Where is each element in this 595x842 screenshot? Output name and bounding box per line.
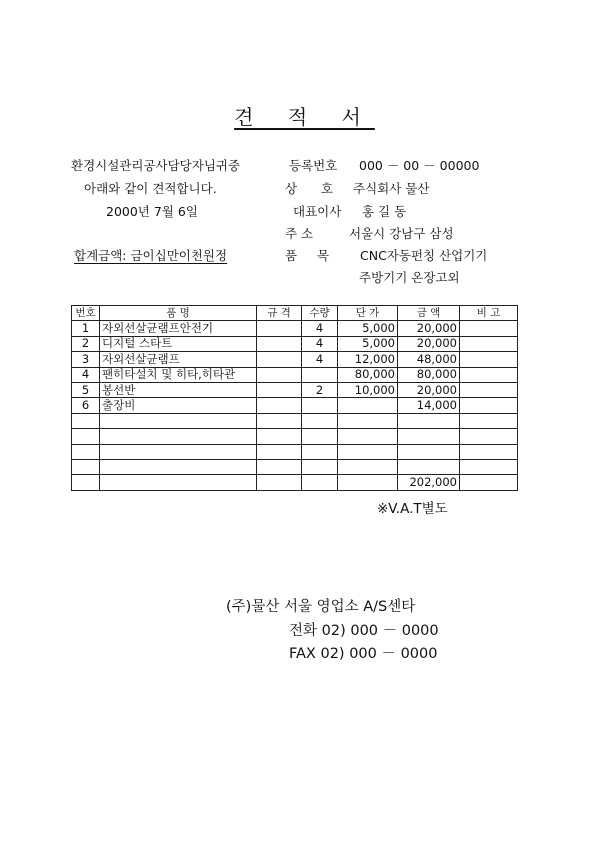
ceo-label: 대표이사 <box>293 204 342 219</box>
row-price: 10,000 <box>338 382 398 397</box>
row-name: 출장비 <box>100 398 257 413</box>
vat-note: ※V.A.T별도 <box>377 501 448 517</box>
table-row <box>72 321 518 336</box>
footer-company: (주)물산 서울 영업소 A/S센타 <box>226 599 416 615</box>
document-title: 견 적 서 <box>234 105 375 129</box>
address-value: 서울시 강남구 삼성 <box>349 226 454 241</box>
row-qty: 2 <box>302 382 338 397</box>
row-note <box>460 321 518 336</box>
table-header-row <box>72 306 518 321</box>
footer-fax: FAX 02) 000 － 0000 <box>289 646 438 662</box>
row-price <box>338 398 398 413</box>
row-spec <box>257 398 302 413</box>
col-header-no: 번호 <box>72 306 100 321</box>
quote-table <box>71 305 518 491</box>
table-row <box>72 367 518 382</box>
row-name: 자외선살균램프안전기 <box>100 321 257 336</box>
ceo-value: 홍 길 동 <box>362 204 407 219</box>
recipient: 환경시설관리공사담당자님귀중 <box>71 158 241 173</box>
col-header-spec: 규 격 <box>257 306 302 321</box>
company-name-value: 주식회사 물산 <box>353 181 430 196</box>
row-spec <box>257 336 302 351</box>
row-amount: 20,000 <box>398 382 460 397</box>
table-row <box>72 398 518 413</box>
quote-date: 2000년 7월 6일 <box>106 204 198 219</box>
item-value-2: 주방기기 온장고외 <box>359 270 460 285</box>
col-header-price: 단 가 <box>338 306 398 321</box>
item-label: 품 목 <box>285 248 338 263</box>
table-row-empty <box>72 429 518 444</box>
row-no: 3 <box>72 352 100 367</box>
table-total-row <box>72 475 518 490</box>
row-note <box>460 352 518 367</box>
col-header-amount: 금 액 <box>398 306 460 321</box>
row-qty <box>302 398 338 413</box>
footer-phone: 전화 02) 000 － 0000 <box>289 623 439 639</box>
row-amount: 80,000 <box>398 367 460 382</box>
greeting: 아래와 같이 견적합니다. <box>84 181 217 196</box>
reg-number-label: 등록번호 <box>289 158 338 173</box>
row-amount: 14,000 <box>398 398 460 413</box>
row-amount: 48,000 <box>398 352 460 367</box>
row-no: 6 <box>72 398 100 413</box>
row-qty: 4 <box>302 352 338 367</box>
table-row-empty <box>72 444 518 459</box>
table-row-empty <box>72 459 518 474</box>
row-note <box>460 382 518 397</box>
row-price: 5,000 <box>338 321 398 336</box>
table-row <box>72 382 518 397</box>
row-qty: 4 <box>302 321 338 336</box>
row-name: 봉선반 <box>100 382 257 397</box>
row-spec <box>257 321 302 336</box>
col-header-name: 품 명 <box>100 306 257 321</box>
row-name: 자외선살균램프 <box>100 352 257 367</box>
row-amount: 20,000 <box>398 321 460 336</box>
row-amount: 20,000 <box>398 336 460 351</box>
row-price: 12,000 <box>338 352 398 367</box>
row-price: 80,000 <box>338 367 398 382</box>
row-no: 2 <box>72 336 100 351</box>
table-row-empty <box>72 413 518 428</box>
row-no: 5 <box>72 382 100 397</box>
reg-number-value: 000 － 00 － 00000 <box>359 158 480 173</box>
company-name-label: 상 호 <box>285 181 344 196</box>
table-row <box>72 336 518 351</box>
row-name: 팬히타설치 및 히타,히타관 <box>100 367 257 382</box>
col-header-qty: 수량 <box>302 306 338 321</box>
row-name: 디지털 스타트 <box>100 336 257 351</box>
row-note <box>460 367 518 382</box>
total-amount: 202,000 <box>398 475 460 490</box>
col-header-note: 비 고 <box>460 306 518 321</box>
row-no: 1 <box>72 321 100 336</box>
row-spec <box>257 352 302 367</box>
total-amount-text: 합계금액: 금이십만이천원정 <box>74 248 228 263</box>
row-qty <box>302 367 338 382</box>
row-note <box>460 398 518 413</box>
row-spec <box>257 382 302 397</box>
row-note <box>460 336 518 351</box>
item-value-1: CNC자동펀칭 산업기기 <box>360 248 488 263</box>
row-spec <box>257 367 302 382</box>
address-label: 주 소 <box>285 226 314 241</box>
row-qty: 4 <box>302 336 338 351</box>
table-row <box>72 352 518 367</box>
row-no: 4 <box>72 367 100 382</box>
row-price: 5,000 <box>338 336 398 351</box>
